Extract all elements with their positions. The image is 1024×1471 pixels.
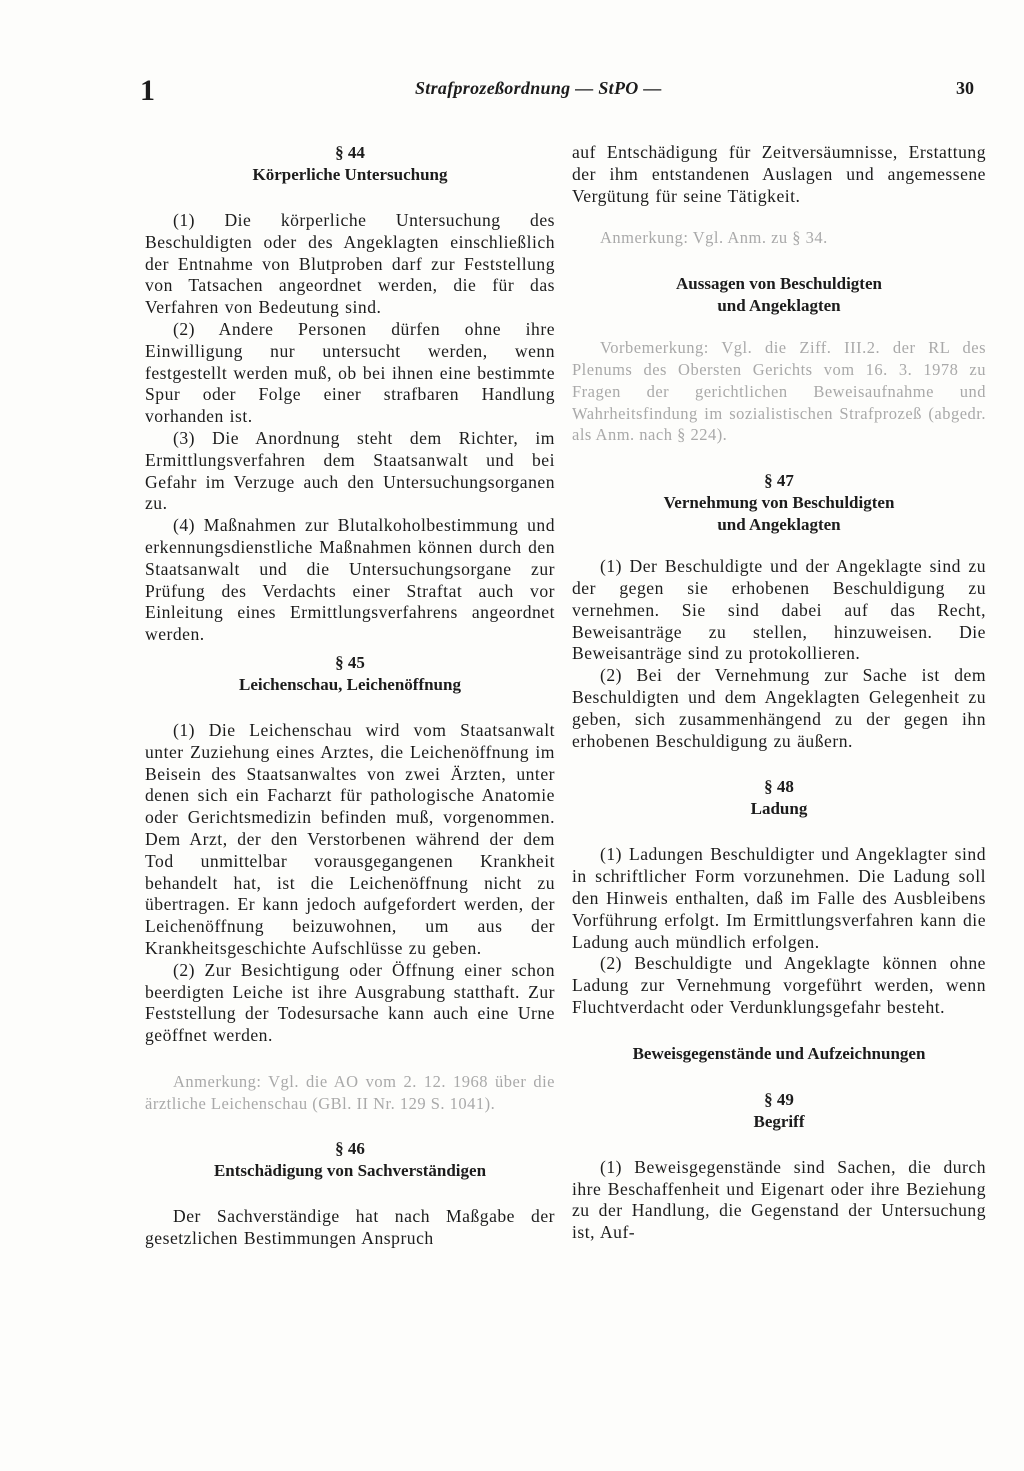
section-49-number: § 49: [764, 1089, 794, 1109]
aussagen-heading-line-2: und Angeklagten: [717, 296, 841, 316]
s48-paragraph-1: (1) Ladungen Beschuldigter und Angeklagter sind in schriftlicher Form vorzunehmen. Die Ladung soll den Hinweis enthalten, daß im Falle des Ausbleibens Vorführung erfolgt. Im Ermittlungsverfahren kann die Ladung auch mündlich erfolgen.: [572, 844, 986, 952]
s44-paragraph-3: (3) Die Anordnung steht dem Richter, im Ermittlungsverfahren dem Staatsanwalt und bei Gefahr im Verzuge auch den Untersuchungsorganen zu.: [145, 427, 555, 514]
section-48-title: Ladung: [750, 799, 808, 819]
aussagen-preliminary-note: Vorbemerkung: Vgl. die Ziff. III.2. der RL des Plenums des Obersten Gerichts vom 16. 3. 1978 zu Fragen der gerichtlichen Beweisaufnahme und Wahrheitsfindung im sozialistischen Strafprozeß (abgedr. als Anm. nach § 224).: [572, 338, 986, 445]
section-45-title: Leichenschau, Leichenöffnung: [239, 674, 461, 694]
section-45-number: § 45: [335, 652, 365, 672]
s46-paragraph-1-continued: auf Entschädigung für Zeitversäumnisse, Erstattung der ihm entstandenen Auslagen und angemessene Vergütung für seine Tätigkeit.: [572, 142, 986, 206]
section-46-title: Entschädigung von Sachverständigen: [213, 1161, 487, 1181]
s49-paragraph-1: (1) Beweisgegenstände sind Sachen, die durch ihre Beschaffenheit und Eigenart oder ihre Beziehung zu der Handlung, die Gegenstand der Untersuchung ist, Auf-: [572, 1156, 986, 1243]
right-column: [572, 142, 986, 1244]
s44-paragraph-2: (2) Andere Personen dürfen ohne ihre Einwilligung nur untersucht werden, wenn festgestellt werden muß, ob bei ihnen eine bestimmte Spur oder Folge einer strafbaren Handlung vorhanden ist.: [145, 318, 555, 427]
section-47-title-line-1: Vernehmung von Beschuldigten: [663, 493, 895, 513]
section-48-number: § 48: [764, 777, 794, 797]
page-number: 30: [956, 78, 974, 98]
s45-paragraph-1: (1) Die Leichenschau wird vom Staatsanwalt unter Zuziehung eines Arztes, die Leichenöffnung im Beisein des Staatsanwaltes von zwei Ärzten, unter denen sich ein Facharzt für pathologische Anatomie oder Gerichtsmedizin befinden muß, vorgenommen. Dem Arzt, der den Verstorbenen während der dem Tod unmittelbar vorausgegangenen Krankheit behandelt hat, ist die Leichenöffnung nicht zu übertragen. Er kann jedoch aufgefordert werden, der Leichenöffnung beizuwohnen, um aus der Krankheitsgeschichte Aufschlüsse zu geben.: [145, 719, 555, 958]
section-49-title: Begriff: [753, 1111, 805, 1131]
s45-note: Anmerkung: Vgl. die AO vom 2. 12. 1968 über die ärztliche Leichenschau (GBl. II Nr. 129 S. 1041).: [145, 1071, 555, 1113]
beweis-heading: Beweisgegenstände und Aufzeichnungen: [632, 1043, 926, 1063]
page-header: [140, 74, 980, 108]
s44-paragraph-1: (1) Die körperliche Untersuchung des Beschuldigten oder des Angeklagten einschließlich der Entnahme von Blutproben darf zur Feststellung von Tatsachen angeordnet werden, die für das Verfahren von Bedeutung sind.: [145, 210, 555, 318]
section-46-number: § 46: [335, 1139, 365, 1159]
section-44-number: § 44: [335, 143, 365, 162]
chapter-number: 1: [140, 74, 155, 107]
aussagen-heading-line-1: Aussagen von Beschuldigten: [676, 274, 882, 294]
section-47-title-line-2: und Angeklagten: [717, 515, 841, 535]
left-column: [145, 142, 555, 1250]
running-title: Strafprozeßordnung — StPO —: [415, 78, 662, 98]
s48-paragraph-2: (2) Beschuldigte und Angeklagte können ohne Ladung zur Vernehmung vorgeführt werden, wenn Fluchtverdacht oder Verdunklungsgefahr besteht.: [572, 953, 986, 1017]
section-44-title: Körperliche Untersuchung: [252, 165, 448, 184]
s46-paragraph-1: Der Sachverständige hat nach Maßgabe der gesetzlichen Bestimmungen Anspruch: [145, 1206, 555, 1249]
s45-paragraph-2: (2) Zur Besichtigung oder Öffnung einer schon beerdigten Leiche ist ihre Ausgrabung statthaft. Zur Feststellung der Todesursache kann auch eine Urne geöffnet werden.: [145, 959, 555, 1046]
s46-note: Anmerkung: Vgl. Anm. zu § 34.: [600, 228, 828, 248]
section-47-number: § 47: [764, 471, 794, 491]
s47-paragraph-2: (2) Bei der Vernehmung zur Sache ist dem Beschuldigten und dem Angeklagten Gelegenheit zu geben, sich zusammenhängend zu der gegen ihn erhobenen Beschuldigung zu äußern.: [572, 665, 986, 751]
s44-paragraph-4: (4) Maßnahmen zur Blutalkoholbestimmung und erkennungsdienstliche Maßnahmen können durch den Staatsanwalt und die Untersuchungsorgane zur Prüfung des Verdachts einer Straftat auch vor Einleitung eines Ermittlungsverfahrens angeordnet werden.: [145, 515, 555, 645]
s47-paragraph-1: (1) Der Beschuldigte und der Angeklagte sind zu der gegen sie erhobenen Beschuldigung zu vernehmen. Sie sind dabei auf das Recht, Beweisanträge zu stellen, hinzuweisen. Die Beweisanträge sind zu protokollieren.: [572, 556, 986, 664]
